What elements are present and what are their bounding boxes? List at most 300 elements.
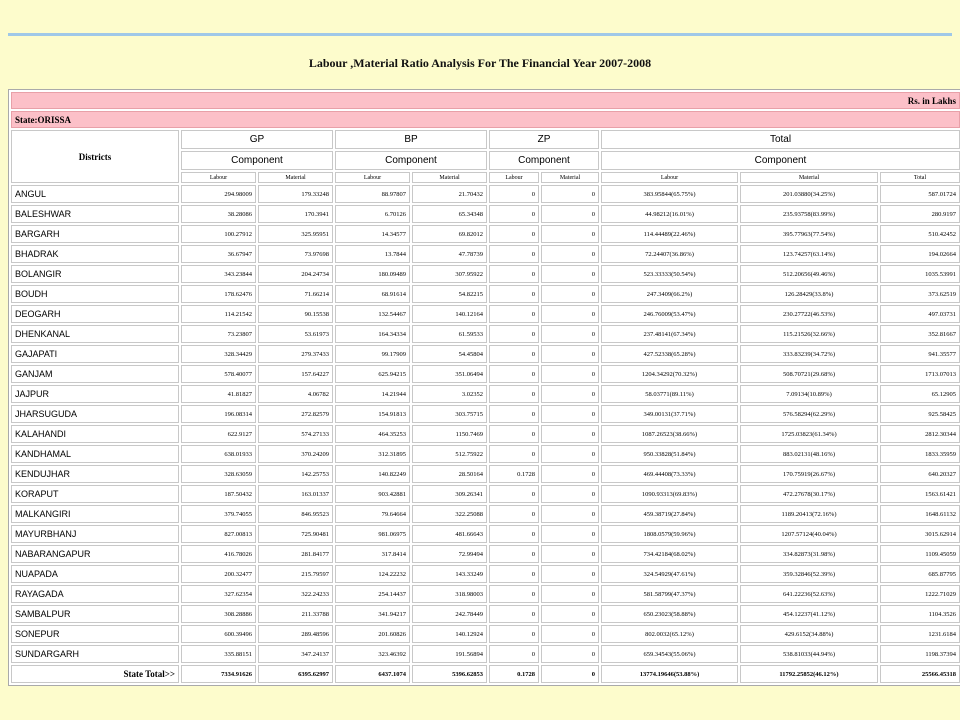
state-banner-row [11,111,960,128]
state-total-row [11,665,960,683]
table-row [11,225,960,243]
cell-zp-l: 0 [489,345,539,363]
cell-zp-l: 0 [489,605,539,623]
table-row [11,385,960,403]
cell-bp-m: 1150.7469 [412,425,487,443]
bp-header: BP [335,130,487,149]
cell-t-l: 58.03771(89.11%) [601,385,738,403]
cell-t-t: 1563.61421 [880,485,960,503]
cell-zp-m: 0 [541,385,599,403]
table-row [11,405,960,423]
cell-t-t: 497.03731 [880,305,960,323]
cell-zp-m: 0 [541,485,599,503]
cell-gp-m: 215.79597 [258,565,333,583]
cell-t-m: 641.22236(52.63%) [740,585,878,603]
cell-t-l: 1087.26523(38.66%) [601,425,738,443]
district-link[interactable]: ANGUL [11,185,179,203]
cell-zp-m: 0 [541,345,599,363]
cell-zp-m: 0 [541,205,599,223]
cell-t-l: 1808.0579(59.96%) [601,525,738,543]
cell-t-m: 538.81033(44.94%) [740,645,878,663]
district-link[interactable]: BHADRAK [11,245,179,263]
cell-zp-l: 0 [489,645,539,663]
cell-t-t: 194.02664 [880,245,960,263]
cell-bp-l: 464.35253 [335,425,410,443]
table-row [11,525,960,543]
cell-gp-l: 294.98009 [181,185,256,203]
table-row [11,505,960,523]
cell-gp-l: 343.23844 [181,265,256,283]
cell-bp-l: 201.60826 [335,625,410,643]
total-total-header: Total [880,172,960,183]
cell-gp-l: 327.62354 [181,585,256,603]
cell-bp-m: 242.78449 [412,605,487,623]
cell-bp-m: 307.95922 [412,265,487,283]
cell-t-l: 114.44489(22.46%) [601,225,738,243]
cell-t-t: 1833.35959 [880,445,960,463]
cell-t-t: 1109.45059 [880,545,960,563]
total-cell-gp-l: 7334.91626 [181,665,256,683]
cell-bp-l: 317.8414 [335,545,410,563]
cell-t-m: 1725.03823(61.34%) [740,425,878,443]
district-link[interactable]: SONEPUR [11,625,179,643]
cell-zp-l: 0 [489,485,539,503]
cell-gp-m: 370.24209 [258,445,333,463]
cell-t-m: 115.21526(32.66%) [740,325,878,343]
total-cell-t-l: 13774.19646(53.88%) [601,665,738,683]
cell-gp-m: 53.61973 [258,325,333,343]
cell-bp-m: 140.12164 [412,305,487,323]
cell-zp-m: 0 [541,325,599,343]
table-row [11,465,960,483]
table-row [11,445,960,463]
cell-zp-m: 0 [541,585,599,603]
cell-zp-m: 0 [541,405,599,423]
cell-bp-m: 69.82012 [412,225,487,243]
zp-labour-header: Labour [489,172,539,183]
total-component-header: Component [601,151,960,170]
bp-material-header: Material [412,172,487,183]
table-row [11,585,960,603]
table-row [11,285,960,303]
cell-t-l: 44.98212(16.01%) [601,205,738,223]
cell-t-l: 246.76009(53.47%) [601,305,738,323]
cell-t-m: 429.6152(34.88%) [740,625,878,643]
cell-zp-m: 0 [541,285,599,303]
gp-component-header: Component [181,151,333,170]
cell-bp-m: 351.06494 [412,365,487,383]
cell-bp-l: 88.97807 [335,185,410,203]
district-link[interactable]: SUNDARGARH [11,645,179,663]
cell-bp-m: 61.59533 [412,325,487,343]
district-link[interactable]: KALAHANDI [11,425,179,443]
cell-zp-m: 0 [541,605,599,623]
cell-t-l: 427.52338(65.28%) [601,345,738,363]
total-cell-zp-l: 0.1728 [489,665,539,683]
cell-t-m: 201.03880(34.25%) [740,185,878,203]
cell-zp-m: 0 [541,645,599,663]
cell-gp-m: 322.24233 [258,585,333,603]
table-row [11,565,960,583]
cell-gp-l: 328.63059 [181,465,256,483]
cell-t-t: 925.58425 [880,405,960,423]
unit-label: Rs. in Lakhs [11,92,960,109]
cell-t-m: 472.27678(30.17%) [740,485,878,503]
unit-banner-row [11,92,960,109]
district-link[interactable]: GAJAPATI [11,345,179,363]
district-link[interactable]: BARGARH [11,225,179,243]
cell-zp-m: 0 [541,225,599,243]
cell-zp-l: 0 [489,265,539,283]
cell-gp-l: 100.27912 [181,225,256,243]
total-cell-bp-l: 6437.1074 [335,665,410,683]
table-row [11,205,960,223]
cell-t-l: 950.33828(51.84%) [601,445,738,463]
table-row [11,245,960,263]
cell-bp-l: 6.70126 [335,205,410,223]
table-row [11,425,960,443]
bp-component-header: Component [335,151,487,170]
cell-t-l: 802.0032(65.12%) [601,625,738,643]
cell-t-m: 235.93758(83.99%) [740,205,878,223]
cell-zp-m: 0 [541,245,599,263]
district-link[interactable]: MAYURBHANJ [11,525,179,543]
cell-gp-m: 279.37433 [258,345,333,363]
table-row [11,485,960,503]
table-row [11,545,960,563]
cell-bp-l: 254.14437 [335,585,410,603]
cell-t-l: 459.38719(27.84%) [601,505,738,523]
cell-t-l: 523.33333(50.54%) [601,265,738,283]
cell-t-t: 373.62519 [880,285,960,303]
cell-t-t: 510.42452 [880,225,960,243]
cell-zp-l: 0 [489,445,539,463]
cell-gp-m: 211.33788 [258,605,333,623]
cell-zp-l: 0 [489,625,539,643]
cell-zp-l: 0 [489,225,539,243]
table-row [11,345,960,363]
cell-t-t: 1198.37394 [880,645,960,663]
cell-bp-m: 309.26341 [412,485,487,503]
cell-bp-m: 28.50164 [412,465,487,483]
cell-t-t: 1231.6184 [880,625,960,643]
cell-zp-l: 0 [489,285,539,303]
cell-zp-m: 0 [541,305,599,323]
district-link[interactable]: KENDUJHAR [11,465,179,483]
cell-gp-m: 289.48596 [258,625,333,643]
table-row [11,185,960,203]
district-link[interactable]: MALKANGIRI [11,505,179,523]
cell-gp-l: 178.62476 [181,285,256,303]
cell-t-t: 1035.53991 [880,265,960,283]
cell-gp-l: 638.01933 [181,445,256,463]
cell-gp-l: 308.28886 [181,605,256,623]
cell-t-m: 230.27722(46.53%) [740,305,878,323]
table-row [11,305,960,323]
table-row [11,325,960,343]
cell-gp-l: 600.39496 [181,625,256,643]
table-row [11,625,960,643]
cell-zp-m: 0 [541,445,599,463]
cell-gp-m: 4.06782 [258,385,333,403]
cell-t-m: 123.74257(63.14%) [740,245,878,263]
cell-zp-l: 0 [489,185,539,203]
table-row [11,265,960,283]
cell-bp-l: 68.91614 [335,285,410,303]
cell-bp-m: 481.66643 [412,525,487,543]
cell-t-l: 1090.93313(69.83%) [601,485,738,503]
gp-material-header: Material [258,172,333,183]
cell-t-m: 334.82873(31.98%) [740,545,878,563]
cell-gp-l: 114.21542 [181,305,256,323]
cell-bp-m: 303.75715 [412,405,487,423]
district-link[interactable]: KANDHAMAL [11,445,179,463]
zp-header: ZP [489,130,599,149]
cell-t-t: 3015.62914 [880,525,960,543]
cell-t-t: 1104.3526 [880,605,960,623]
cell-gp-m: 725.90481 [258,525,333,543]
cell-bp-m: 72.99494 [412,545,487,563]
cell-bp-m: 54.45804 [412,345,487,363]
cell-gp-l: 187.50432 [181,485,256,503]
cell-gp-l: 827.00813 [181,525,256,543]
ratio-analysis-table [8,89,960,686]
cell-bp-l: 981.06975 [335,525,410,543]
cell-bp-m: 3.02352 [412,385,487,403]
table-row [11,645,960,663]
cell-t-t: 1713.07013 [880,365,960,383]
cell-t-m: 170.75919(26.67%) [740,465,878,483]
cell-t-t: 65.12905 [880,385,960,403]
cell-bp-l: 323.46392 [335,645,410,663]
cell-gp-m: 281.84177 [258,545,333,563]
cell-gp-l: 578.40077 [181,365,256,383]
cell-bp-l: 14.34577 [335,225,410,243]
cell-zp-l: 0 [489,405,539,423]
cell-bp-m: 318.98003 [412,585,487,603]
district-link[interactable]: DEOGARH [11,305,179,323]
cell-gp-m: 157.64227 [258,365,333,383]
cell-bp-l: 903.42881 [335,485,410,503]
cell-zp-l: 0 [489,565,539,583]
cell-zp-l: 0 [489,525,539,543]
cell-t-m: 7.09134(10.89%) [740,385,878,403]
cell-bp-l: 154.91813 [335,405,410,423]
district-link[interactable]: KORAPUT [11,485,179,503]
cell-t-m: 454.12237(41.12%) [740,605,878,623]
cell-zp-l: 0 [489,305,539,323]
cell-bp-m: 47.78739 [412,245,487,263]
cell-zp-l: 0 [489,505,539,523]
cell-gp-l: 622.9127 [181,425,256,443]
cell-t-t: 941.35577 [880,345,960,363]
top-divider-line [8,33,952,36]
cell-zp-m: 0 [541,625,599,643]
cell-gp-l: 38.28086 [181,205,256,223]
district-link[interactable]: NABARANGAPUR [11,545,179,563]
district-link[interactable]: BOLANGIR [11,265,179,283]
cell-gp-l: 36.67947 [181,245,256,263]
cell-t-m: 508.70721(29.68%) [740,365,878,383]
cell-bp-l: 164.34334 [335,325,410,343]
state-label: State:ORISSA [11,111,960,128]
cell-zp-l: 0 [489,385,539,403]
cell-gp-l: 379.74055 [181,505,256,523]
cell-t-l: 383.95844(65.75%) [601,185,738,203]
district-link[interactable]: NUAPADA [11,565,179,583]
total-cell-t-t: 25566.45318 [880,665,960,683]
cell-gp-m: 73.97698 [258,245,333,263]
total-cell-gp-m: 6395.62997 [258,665,333,683]
cell-gp-l: 335.88151 [181,645,256,663]
cell-t-m: 883.02131(48.16%) [740,445,878,463]
cell-bp-m: 191.56894 [412,645,487,663]
cell-gp-m: 272.82579 [258,405,333,423]
cell-gp-m: 71.66214 [258,285,333,303]
cell-t-t: 685.87795 [880,565,960,583]
cell-t-t: 280.9197 [880,205,960,223]
cell-t-l: 650.23023(58.88%) [601,605,738,623]
cell-zp-m: 0 [541,425,599,443]
district-link[interactable]: DHENKANAL [11,325,179,343]
cell-zp-m: 0 [541,365,599,383]
cell-t-t: 640.20327 [880,465,960,483]
district-link[interactable]: GANJAM [11,365,179,383]
cell-t-l: 247.3409(66.2%) [601,285,738,303]
cell-gp-m: 347.24137 [258,645,333,663]
cell-zp-l: 0.1728 [489,465,539,483]
cell-zp-l: 0 [489,425,539,443]
report-title: Labour ,Material Ratio Analysis For The Financial Year 2007-2008 [308,56,652,70]
district-link[interactable]: BOUDH [11,285,179,303]
cell-zp-m: 0 [541,265,599,283]
total-cell-zp-m: 0 [541,665,599,683]
cell-gp-l: 196.08314 [181,405,256,423]
cell-zp-l: 0 [489,245,539,263]
cell-zp-m: 0 [541,465,599,483]
cell-bp-m: 21.70432 [412,185,487,203]
cell-t-m: 576.58294(62.29%) [740,405,878,423]
cell-bp-l: 625.94215 [335,365,410,383]
cell-bp-m: 143.33249 [412,565,487,583]
cell-bp-l: 132.54467 [335,305,410,323]
total-material-header: Material [740,172,878,183]
cell-zp-l: 0 [489,585,539,603]
cell-t-l: 72.24407(36.86%) [601,245,738,263]
cell-bp-l: 14.21944 [335,385,410,403]
cell-t-l: 659.34543(55.06%) [601,645,738,663]
cell-t-l: 324.54929(47.61%) [601,565,738,583]
table-row [11,605,960,623]
cell-bp-m: 322.25088 [412,505,487,523]
district-link[interactable]: JHARSUGUDA [11,405,179,423]
cell-t-m: 1189.20413(72.16%) [740,505,878,523]
cell-t-l: 581.58799(47.37%) [601,585,738,603]
cell-t-t: 352.81667 [880,325,960,343]
gp-labour-header: Labour [181,172,256,183]
cell-gp-m: 204.24734 [258,265,333,283]
cell-t-t: 1648.61132 [880,505,960,523]
district-link[interactable]: SAMBALPUR [11,605,179,623]
cell-zp-l: 0 [489,545,539,563]
cell-t-l: 734.42184(68.02%) [601,545,738,563]
cell-zp-m: 0 [541,505,599,523]
cell-gp-l: 416.78026 [181,545,256,563]
cell-t-l: 1204.34292(70.32%) [601,365,738,383]
cell-t-m: 1207.57124(40.04%) [740,525,878,543]
district-link[interactable]: JAJPUR [11,385,179,403]
cell-bp-l: 99.17909 [335,345,410,363]
cell-bp-l: 79.64664 [335,505,410,523]
district-link[interactable]: RAYAGADA [11,585,179,603]
cell-t-m: 512.20656(49.46%) [740,265,878,283]
cell-t-m: 333.83239(34.72%) [740,345,878,363]
district-link[interactable]: BALESHWAR [11,205,179,223]
cell-gp-m: 179.33248 [258,185,333,203]
cell-gp-l: 200.32477 [181,565,256,583]
cell-gp-m: 170.3941 [258,205,333,223]
cell-gp-m: 325.95951 [258,225,333,243]
cell-t-m: 395.77963(77.54%) [740,225,878,243]
state-total-label: State Total>> [11,665,179,683]
group-header-row [11,130,960,149]
cell-gp-m: 846.95523 [258,505,333,523]
cell-gp-m: 142.25753 [258,465,333,483]
cell-bp-m: 140.12924 [412,625,487,643]
cell-bp-l: 124.22232 [335,565,410,583]
bp-labour-header: Labour [335,172,410,183]
cell-zp-l: 0 [489,325,539,343]
cell-zp-l: 0 [489,365,539,383]
zp-component-header: Component [489,151,599,170]
cell-bp-l: 140.82249 [335,465,410,483]
cell-gp-l: 41.81827 [181,385,256,403]
cell-gp-m: 90.15538 [258,305,333,323]
cell-t-l: 237.48141(67.34%) [601,325,738,343]
cell-gp-l: 328.34429 [181,345,256,363]
zp-material-header: Material [541,172,599,183]
cell-zp-m: 0 [541,545,599,563]
table-row [11,365,960,383]
cell-zp-m: 0 [541,525,599,543]
cell-t-t: 1222.71029 [880,585,960,603]
cell-gp-m: 574.27133 [258,425,333,443]
districts-header: Districts [11,130,179,183]
cell-bp-l: 180.09489 [335,265,410,283]
cell-bp-m: 65.34348 [412,205,487,223]
total-cell-bp-m: 5396.62853 [412,665,487,683]
cell-zp-l: 0 [489,205,539,223]
cell-zp-m: 0 [541,185,599,203]
gp-header: GP [181,130,333,149]
cell-bp-l: 13.7844 [335,245,410,263]
total-labour-header: Labour [601,172,738,183]
cell-bp-l: 341.94217 [335,605,410,623]
cell-t-l: 469.44408(73.33%) [601,465,738,483]
cell-bp-m: 512.75922 [412,445,487,463]
total-cell-t-m: 11792.25852(46.12%) [740,665,878,683]
total-header: Total [601,130,960,149]
cell-t-t: 587.01724 [880,185,960,203]
cell-gp-l: 73.23807 [181,325,256,343]
cell-t-l: 349.00131(37.71%) [601,405,738,423]
cell-bp-m: 54.82215 [412,285,487,303]
cell-t-t: 2812.30344 [880,425,960,443]
cell-gp-m: 163.01337 [258,485,333,503]
cell-bp-l: 312.31895 [335,445,410,463]
cell-zp-m: 0 [541,565,599,583]
cell-t-m: 126.28429(33.8%) [740,285,878,303]
